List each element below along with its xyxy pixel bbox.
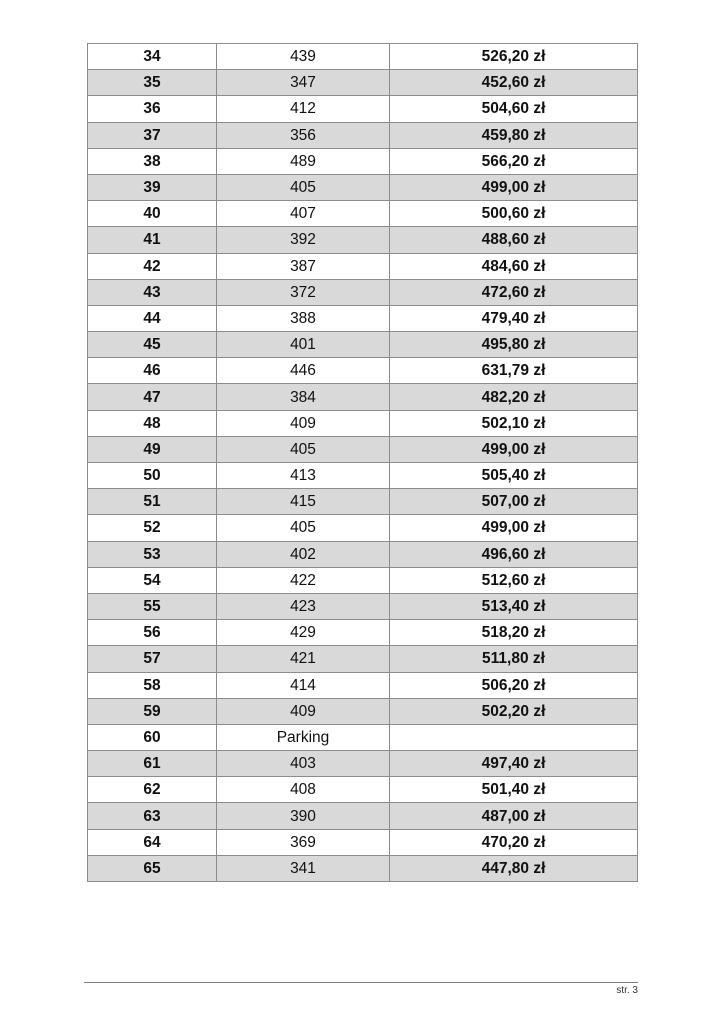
price-cell: 511,80 zł — [390, 646, 638, 672]
price-cell: 447,80 zł — [390, 855, 638, 881]
row-number-cell: 46 — [88, 358, 217, 384]
price-cell: 484,60 zł — [390, 253, 638, 279]
table-row — [88, 227, 638, 253]
value-cell: 409 — [217, 410, 390, 436]
value-cell: 403 — [217, 751, 390, 777]
price-cell: 502,20 zł — [390, 698, 638, 724]
price-cell: 500,60 zł — [390, 201, 638, 227]
row-number-cell: 64 — [88, 829, 217, 855]
price-cell: 497,40 zł — [390, 751, 638, 777]
page-number: str. 3 — [616, 985, 638, 996]
table-row — [88, 122, 638, 148]
value-cell: 489 — [217, 148, 390, 174]
table-row — [88, 279, 638, 305]
table-row — [88, 332, 638, 358]
price-cell: 631,79 zł — [390, 358, 638, 384]
table-row — [88, 96, 638, 122]
price-cell: 452,60 zł — [390, 70, 638, 96]
table-row — [88, 305, 638, 331]
row-number-cell: 37 — [88, 122, 217, 148]
table-row — [88, 724, 638, 750]
price-cell: 488,60 zł — [390, 227, 638, 253]
row-number-cell: 39 — [88, 174, 217, 200]
row-number-cell: 61 — [88, 751, 217, 777]
value-cell: 401 — [217, 332, 390, 358]
price-cell: 513,40 zł — [390, 593, 638, 619]
table-row — [88, 803, 638, 829]
table-row — [88, 384, 638, 410]
price-cell: 507,00 zł — [390, 489, 638, 515]
value-cell: 407 — [217, 201, 390, 227]
price-cell: 470,20 zł — [390, 829, 638, 855]
value-cell: 429 — [217, 620, 390, 646]
value-cell: 387 — [217, 253, 390, 279]
value-cell: 405 — [217, 515, 390, 541]
price-cell: 502,10 zł — [390, 410, 638, 436]
row-number-cell: 47 — [88, 384, 217, 410]
value-cell: 446 — [217, 358, 390, 384]
price-cell: 512,60 zł — [390, 567, 638, 593]
row-number-cell: 34 — [88, 44, 217, 70]
row-number-cell: 49 — [88, 436, 217, 462]
row-number-cell: 53 — [88, 541, 217, 567]
table-body — [88, 44, 638, 882]
row-number-cell: 50 — [88, 463, 217, 489]
value-cell: 388 — [217, 305, 390, 331]
price-cell: 499,00 zł — [390, 174, 638, 200]
row-number-cell: 56 — [88, 620, 217, 646]
table-row — [88, 436, 638, 462]
value-cell: 422 — [217, 567, 390, 593]
price-cell: 479,40 zł — [390, 305, 638, 331]
table-row — [88, 174, 638, 200]
row-number-cell: 65 — [88, 855, 217, 881]
row-number-cell: 45 — [88, 332, 217, 358]
value-cell: 384 — [217, 384, 390, 410]
price-cell: 499,00 zł — [390, 515, 638, 541]
row-number-cell: 42 — [88, 253, 217, 279]
table-row — [88, 489, 638, 515]
value-cell: 405 — [217, 174, 390, 200]
table-row — [88, 201, 638, 227]
table-row — [88, 698, 638, 724]
value-cell: 372 — [217, 279, 390, 305]
value-cell: Parking — [217, 724, 390, 750]
table-row — [88, 567, 638, 593]
price-cell: 501,40 zł — [390, 777, 638, 803]
price-cell: 499,00 zł — [390, 436, 638, 462]
row-number-cell: 41 — [88, 227, 217, 253]
row-number-cell: 59 — [88, 698, 217, 724]
footer-divider — [84, 982, 638, 983]
table-row — [88, 253, 638, 279]
row-number-cell: 54 — [88, 567, 217, 593]
table-row — [88, 410, 638, 436]
table-row — [88, 777, 638, 803]
row-number-cell: 52 — [88, 515, 217, 541]
table-row — [88, 646, 638, 672]
row-number-cell: 44 — [88, 305, 217, 331]
price-cell: 566,20 zł — [390, 148, 638, 174]
table-row — [88, 358, 638, 384]
value-cell: 402 — [217, 541, 390, 567]
table-row — [88, 515, 638, 541]
row-number-cell: 58 — [88, 672, 217, 698]
price-cell: 495,80 zł — [390, 332, 638, 358]
data-table — [87, 43, 638, 882]
table-row — [88, 751, 638, 777]
row-number-cell: 62 — [88, 777, 217, 803]
price-cell: 504,60 zł — [390, 96, 638, 122]
value-cell: 390 — [217, 803, 390, 829]
value-cell: 341 — [217, 855, 390, 881]
row-number-cell: 60 — [88, 724, 217, 750]
table-row — [88, 620, 638, 646]
value-cell: 414 — [217, 672, 390, 698]
value-cell: 423 — [217, 593, 390, 619]
table-row — [88, 672, 638, 698]
value-cell: 421 — [217, 646, 390, 672]
price-cell: 472,60 zł — [390, 279, 638, 305]
table-row — [88, 829, 638, 855]
price-cell: 459,80 zł — [390, 122, 638, 148]
row-number-cell: 63 — [88, 803, 217, 829]
row-number-cell: 40 — [88, 201, 217, 227]
table-row — [88, 541, 638, 567]
value-cell: 409 — [217, 698, 390, 724]
table-row — [88, 70, 638, 96]
value-cell: 356 — [217, 122, 390, 148]
table-row — [88, 44, 638, 70]
row-number-cell: 35 — [88, 70, 217, 96]
price-cell: 526,20 zł — [390, 44, 638, 70]
row-number-cell: 55 — [88, 593, 217, 619]
value-cell: 415 — [217, 489, 390, 515]
value-cell: 369 — [217, 829, 390, 855]
row-number-cell: 57 — [88, 646, 217, 672]
price-cell: 487,00 zł — [390, 803, 638, 829]
price-cell: 496,60 zł — [390, 541, 638, 567]
table-row — [88, 593, 638, 619]
table-row — [88, 148, 638, 174]
price-cell: 506,20 zł — [390, 672, 638, 698]
row-number-cell: 43 — [88, 279, 217, 305]
row-number-cell: 38 — [88, 148, 217, 174]
table-row — [88, 855, 638, 881]
row-number-cell: 48 — [88, 410, 217, 436]
price-cell: 482,20 zł — [390, 384, 638, 410]
row-number-cell: 36 — [88, 96, 217, 122]
value-cell: 405 — [217, 436, 390, 462]
price-cell: 518,20 zł — [390, 620, 638, 646]
price-cell — [390, 724, 638, 750]
value-cell: 347 — [217, 70, 390, 96]
value-cell: 392 — [217, 227, 390, 253]
value-cell: 413 — [217, 463, 390, 489]
value-cell: 408 — [217, 777, 390, 803]
row-number-cell: 51 — [88, 489, 217, 515]
value-cell: 412 — [217, 96, 390, 122]
price-cell: 505,40 zł — [390, 463, 638, 489]
table-row — [88, 463, 638, 489]
value-cell: 439 — [217, 44, 390, 70]
